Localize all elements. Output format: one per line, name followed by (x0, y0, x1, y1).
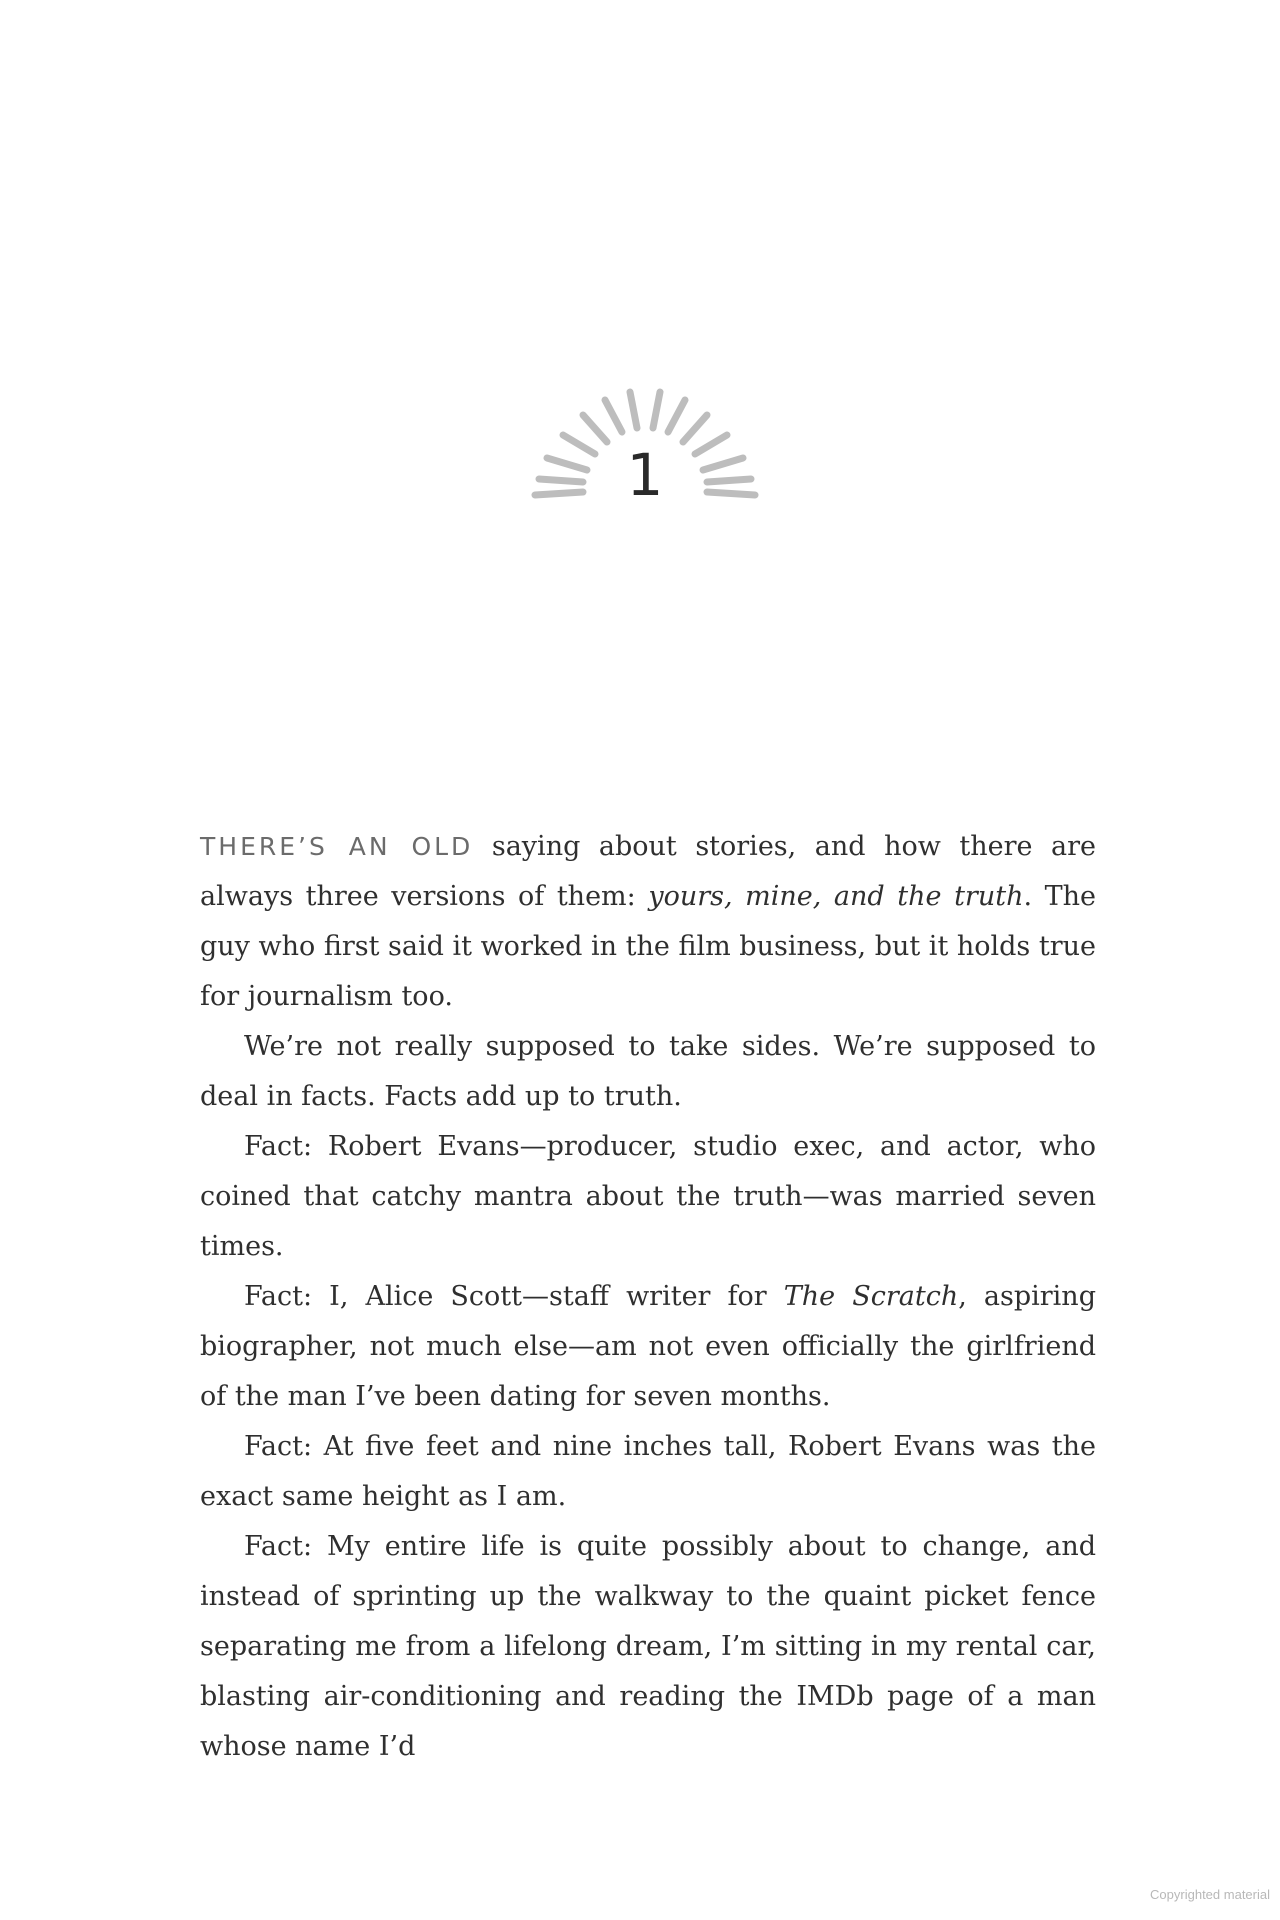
paragraph-opening (200, 822, 1096, 1022)
chapter-body (200, 822, 1096, 1772)
paragraph-text: , aspiring biographer, not much else—am not even officially the girlfriend of the man I’ve been dating for seven months. (200, 1281, 1096, 1412)
paragraph: Fact: Robert Evans—producer, studio exec, and actor, who coined that catchy mantra about the truth—was married seven times. (200, 1131, 1096, 1262)
paragraph: Fact: At five feet and nine inches tall, Robert Evans was the exact same height as I am. (200, 1431, 1096, 1512)
italic-title: The Scratch (783, 1281, 959, 1312)
opening-small-caps: THERE’S AN OLD (200, 832, 474, 861)
paragraph (200, 1272, 1096, 1422)
paragraph-text: saying about stories, and how there are always three versions of them: (200, 831, 1096, 912)
paragraph-text: Fact: I, Alice Scott—staff writer for (244, 1281, 784, 1312)
copyright-watermark: Copyrighted material (1150, 1887, 1270, 1902)
italic-phrase: yours, mine, and the truth (648, 881, 1024, 912)
paragraph: Fact: My entire life is quite possibly about to change, and instead of sprinting up the walkway to the quaint picket fence separating me from a lifelong dream, I’m sitting in my rental car, blasting air-conditioning and reading the IMDb page of a man whose name I’d (200, 1531, 1096, 1762)
chapter-number: 1 (626, 441, 664, 509)
paragraph-text: . The guy who first said it worked in the film business, but it holds true for journalism too. (200, 881, 1096, 1012)
paragraph: We’re not really supposed to take sides. We’re supposed to deal in facts. Facts add up to truth. (200, 1031, 1096, 1112)
